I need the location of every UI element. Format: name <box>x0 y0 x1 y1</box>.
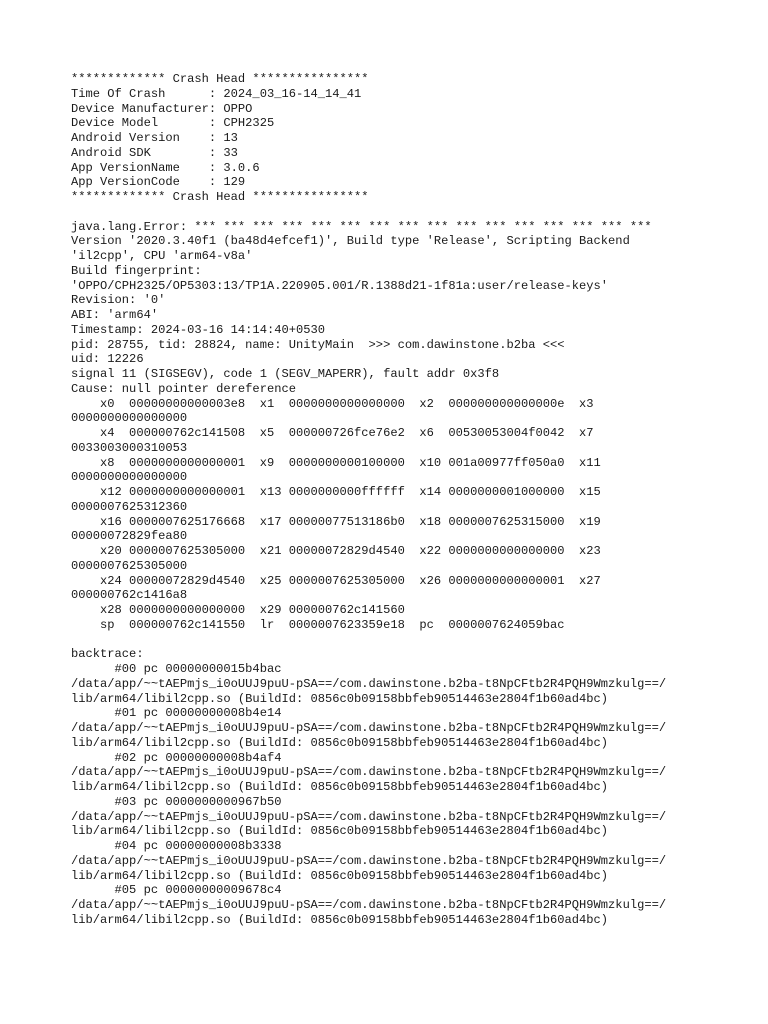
log-line: 0000000000000000 <box>71 411 188 426</box>
log-line: #05 pc 00000000009678c4 <box>71 883 282 898</box>
blank-line <box>71 633 751 648</box>
log-line: backtrace: <box>71 647 144 662</box>
log-line: #00 pc 00000000015b4bac <box>71 662 282 676</box>
log-line: Device Model : CPH2325 <box>71 116 275 131</box>
log-line: lib/arm64/libil2cpp.so (BuildId: 0856c0b09158bbfeb90514463e2804f1b60ad4bc) <box>71 691 609 706</box>
log-line: x12 0000000000000001 x13 0000000000ffffff x14 0000000001000000 x15 <box>71 485 601 499</box>
log-line: x20 0000007625305000 x21 00000072829d4540 x22 0000000000000000 x23 <box>71 544 601 558</box>
log-line: x8 0000000000000001 x9 0000000000100000 x10 001a00977ff050a0 x11 <box>71 455 601 470</box>
log-line: Android Version : 13 <box>71 131 238 145</box>
log-line: x16 0000007625176668 x17 00000077513186b0 x18 0000007625315000 x19 <box>71 514 601 529</box>
log-line: 0033003000310053 <box>71 440 188 455</box>
log-line: x4 000000762c141508 x5 000000726fce76e2 x6 00530053004f0042 x7 <box>71 426 594 440</box>
log-line: x28 0000000000000000 x29 000000762c141560 <box>71 603 405 617</box>
log-line: App VersionCode : 129 <box>71 175 246 190</box>
log-line: lib/arm64/libil2cpp.so (BuildId: 0856c0b09158bbfeb90514463e2804f1b60ad4bc) <box>71 868 609 883</box>
log-line: lib/arm64/libil2cpp.so (BuildId: 0856c0b09158bbfeb90514463e2804f1b60ad4bc) <box>71 780 609 794</box>
crash-log-document <box>71 72 751 928</box>
log-line: uid: 12226 <box>71 352 144 367</box>
log-line: Revision: '0' <box>71 293 166 308</box>
log-line: java.lang.Error: *** *** *** *** *** *** *** *** *** *** *** *** *** *** *** *** <box>71 219 652 234</box>
log-line: 0000007625312360 <box>71 499 188 514</box>
log-line: /data/app/~~tAEPmjs_i0oUUJ9puU-pSA==/com.dawinstone.b2ba-t8NpCFtb2R4PQH9Wmzkulg==/ <box>71 898 667 912</box>
log-line: #04 pc 00000000008b3338 <box>71 839 282 853</box>
log-line: 000000762c1416a8 <box>71 588 188 603</box>
log-line: 0000007625305000 <box>71 558 188 573</box>
log-line: Device Manufacturer: OPPO <box>71 101 253 116</box>
log-line: lib/arm64/libil2cpp.so (BuildId: 0856c0b09158bbfeb90514463e2804f1b60ad4bc) <box>71 735 609 750</box>
log-line: Version '2020.3.40f1 (ba48d4efcef1)', Build type 'Release', Scripting Backend <box>71 234 630 249</box>
log-line: pid: 28755, tid: 28824, name: UnityMain >>> com.dawinstone.b2ba <<< <box>71 337 565 352</box>
log-line: /data/app/~~tAEPmjs_i0oUUJ9puU-pSA==/com.dawinstone.b2ba-t8NpCFtb2R4PQH9Wmzkulg==/ <box>71 853 667 868</box>
log-line: /data/app/~~tAEPmjs_i0oUUJ9puU-pSA==/com.dawinstone.b2ba-t8NpCFtb2R4PQH9Wmzkulg==/ <box>71 809 667 824</box>
log-line: signal 11 (SIGSEGV), code 1 (SEGV_MAPERR), fault addr 0x3f8 <box>71 367 500 381</box>
log-line: lib/arm64/libil2cpp.so (BuildId: 0856c0b09158bbfeb90514463e2804f1b60ad4bc) <box>71 912 609 927</box>
log-line: x24 00000072829d4540 x25 0000007625305000 x26 0000000000000001 x27 <box>71 573 601 588</box>
log-line: #02 pc 00000000008b4af4 <box>71 750 282 765</box>
log-line: ABI: 'arm64' <box>71 308 159 322</box>
log-line: x0 00000000000003e8 x1 0000000000000000 x2 000000000000000e x3 <box>71 396 594 411</box>
log-line: #03 pc 0000000000967b50 <box>71 794 282 809</box>
log-line: 0000000000000000 <box>71 470 188 485</box>
log-line: Timestamp: 2024-03-16 14:14:40+0530 <box>71 322 326 337</box>
log-line: Build fingerprint: <box>71 263 202 278</box>
log-line: #01 pc 00000000008b4e14 <box>71 706 282 721</box>
log-line: ************* Crash Head **************** <box>71 72 369 86</box>
log-line: 'il2cpp', CPU 'arm64-v8a' <box>71 249 253 263</box>
log-line: Time Of Crash : 2024_03_16-14_14_41 <box>71 86 362 101</box>
log-line: Cause: null pointer dereference <box>71 381 296 396</box>
log-line: App VersionName : 3.0.6 <box>71 160 260 175</box>
log-line: ************* Crash Head **************** <box>71 190 369 204</box>
log-line: /data/app/~~tAEPmjs_i0oUUJ9puU-pSA==/com.dawinstone.b2ba-t8NpCFtb2R4PQH9Wmzkulg==/ <box>71 721 667 735</box>
log-line: Android SDK : 33 <box>71 145 238 160</box>
blank-line <box>71 205 751 220</box>
log-line: /data/app/~~tAEPmjs_i0oUUJ9puU-pSA==/com.dawinstone.b2ba-t8NpCFtb2R4PQH9Wmzkulg==/ <box>71 765 667 780</box>
log-line: /data/app/~~tAEPmjs_i0oUUJ9puU-pSA==/com.dawinstone.b2ba-t8NpCFtb2R4PQH9Wmzkulg==/ <box>71 676 667 691</box>
log-line: 'OPPO/CPH2325/OP5303:13/TP1A.220905.001/R.1388d21-1f81a:user/release-keys' <box>71 278 609 293</box>
log-line: 00000072829fea80 <box>71 529 188 544</box>
log-line: lib/arm64/libil2cpp.so (BuildId: 0856c0b09158bbfeb90514463e2804f1b60ad4bc) <box>71 824 609 839</box>
log-line: sp 000000762c141550 lr 0000007623359e18 pc 0000007624059bac <box>71 617 565 632</box>
